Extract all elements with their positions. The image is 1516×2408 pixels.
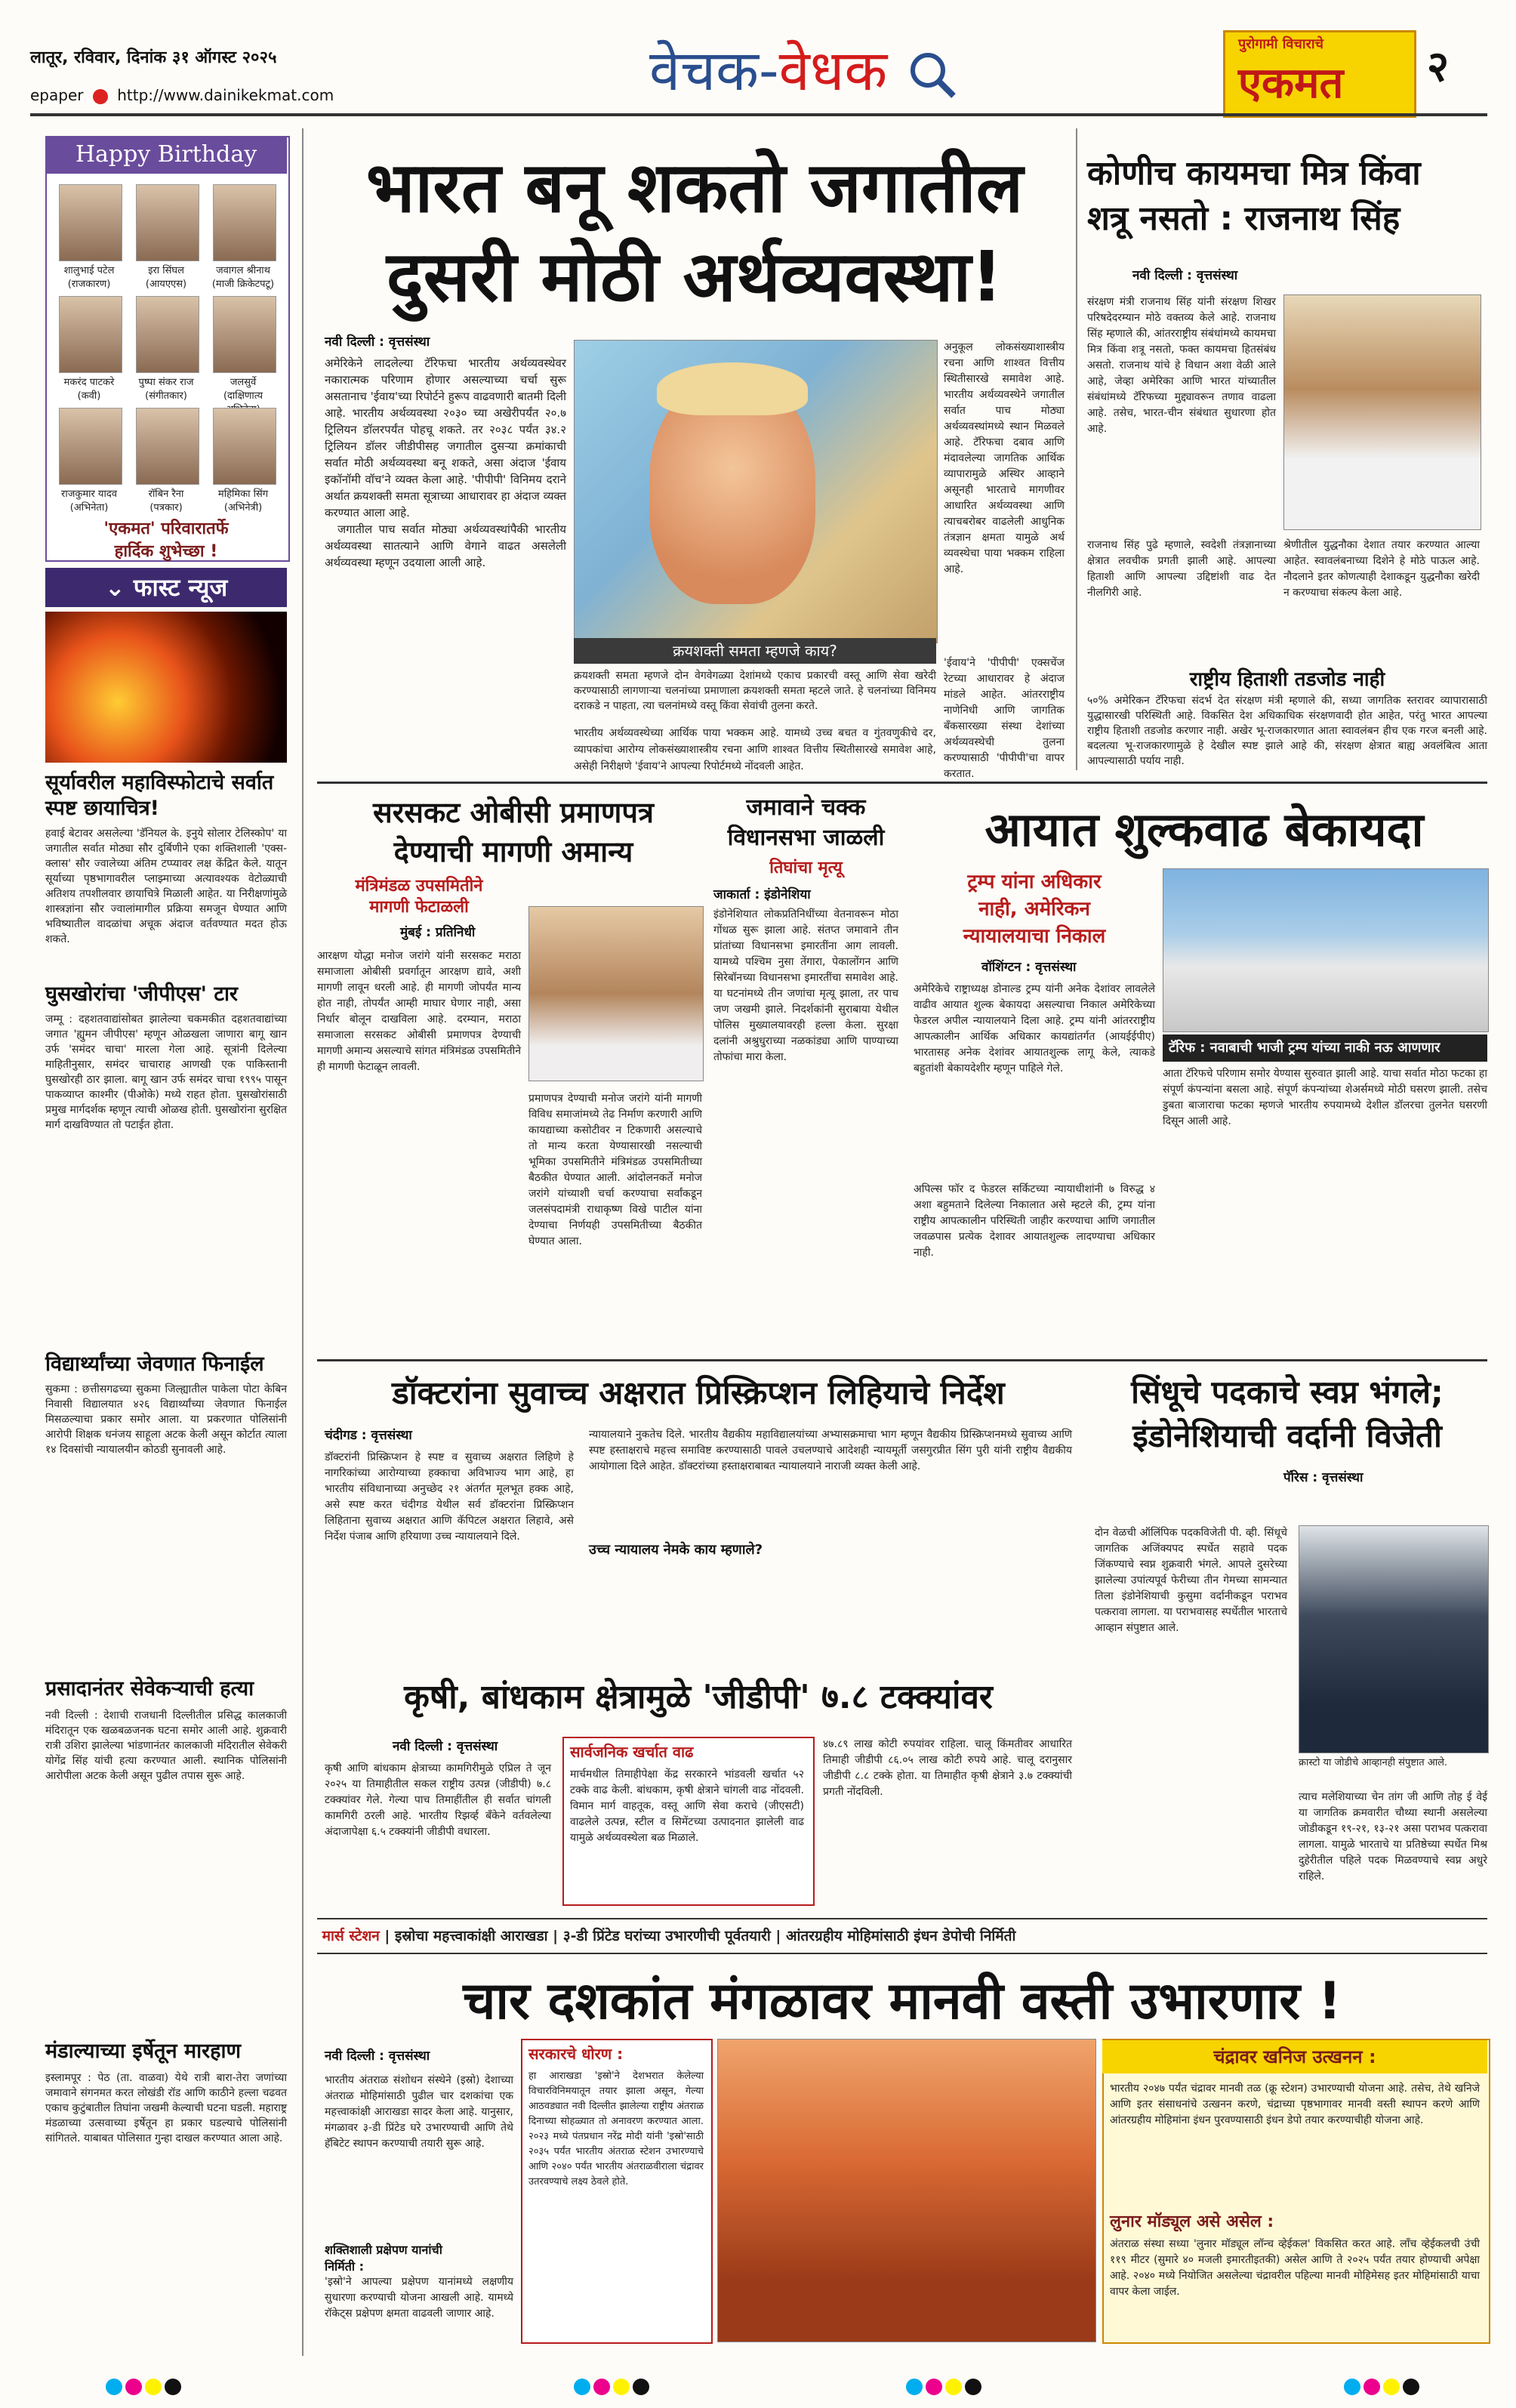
agri-box-title: सार्वजनिक खर्चात वाढ — [570, 1743, 694, 1761]
column-rule — [302, 128, 304, 2356]
website-link[interactable]: http://www.dainikekmat.com — [117, 86, 334, 104]
rajnath-byline: नवी दिल्ली : वृत्तसंस्था — [1132, 268, 1238, 283]
logo-name: एकमत — [1238, 58, 1344, 108]
registration-marks — [906, 2379, 984, 2398]
birthday-photo — [213, 296, 276, 373]
birthday-name: शालुभाई पटेल (राजकारण) — [63, 265, 115, 290]
lead-body-col4: 'ईवाय'ने 'पीपीपी' एक्सचेंज रेटच्या आधारावर हे अंदाज मांडले आहेत. आंतरराष्ट्रीय नाणेनिधी आणि जागतिक बँकसारख्या संस्था देशांच्या अर्थव्यवस्थेची तुलना करण्यासाठी 'पीपीपी'चा वापर करतात. — [944, 657, 1065, 780]
moon-body: भारतीय २०४७ पर्यंत चंद्रावर मानवी तळ (क्रू स्टेशन) उभारण्याची योजना आहे. तसेच, तेथे खनिजे आणि इतर संसाधनांचे उत्खनन करणे, चंद्राच्या पृष्ठभागावर मानवी वस्ती स्थापन करणे आणि आंतरग्रहीय मोहिमांना इंधन पुरवण्यासाठी इंधन डेपो तयार करण्याचीही योजना आहे. — [1110, 2083, 1480, 2126]
lunar-module-title: लुनार मॉड्यूल असे असेल : — [1110, 2212, 1274, 2231]
mars-policy-title: सरकारचे धोरण : — [528, 2045, 624, 2063]
registration-marks — [574, 2379, 652, 2398]
birthday-name: जवागल श्रीनाथ (माजी क्रिकेटपटू) — [211, 265, 275, 290]
birthday-photo — [59, 408, 122, 485]
jamawa-box — [713, 793, 898, 1065]
column-rule — [1076, 128, 1077, 770]
birthday-name: मकरंद पाटकरे (कवी) — [63, 377, 115, 402]
mars-headline: चार दशकांत मंगळावर मानवी वस्ती उभारणार ! — [463, 1972, 1342, 2031]
ppp-box-title: क्रयशक्ती समता म्हणजे काय? — [574, 638, 936, 664]
birthday-photo — [136, 408, 199, 485]
fadnavis-image — [528, 906, 704, 1081]
fast-news-body: सुकमा : छत्तीसगढच्या सुकमा जिल्ह्यातील पाकेला पोटा केबिन निवासी विद्यालयात ४२६ विद्यार्थ्यांच्या जेवणात फिनाईल मिसळल्याचा प्रकार समोर आला. या प्रकरणात पोलिसांनी आरोपी शिक्षक धनंजय साहूला अटक केली असून कोर्टात त्याला १४ दिवसांची न्यायालयीन कोठडी सुनावली आहे. — [45, 1383, 287, 1456]
mars-strip-text: इस्रोचा महत्त्वाकांक्षी आराखडा | ३-डी प्रिंटेड घरांच्या उभारणीची पूर्वतयारी | आंतरग्रहीय मोहिमांसाठी इंधन डेपोची निर्मिती — [394, 1928, 1016, 1944]
supreme-court-image — [1163, 868, 1489, 1032]
tariff-bar: टॅरिफ : नवाबाची भाजी ट्रम्प यांच्या नाकी नऊ आणणार — [1163, 1034, 1487, 1062]
cyan-dot — [906, 2379, 923, 2395]
magenta-dot — [125, 2379, 142, 2395]
obc-byline: मुंबई : प्रतिनिधी — [400, 925, 476, 940]
ayat-body-2: अपिल्स फॉर द फेडरल सर्किटच्या न्यायाधीशांनी ७ विरुद्ध ४ अशा बहुमताने दिलेल्या निकालात असे म्हटले की, ट्रम्प यांना राष्ट्रीय आपत्कालीन परिस्थिती जाहीर करण्याचा आणि जगातील जवळपास प्रत्येक देशावर आयातशुल्क लादण्याचा अधिकार नाही. — [914, 1183, 1155, 1259]
birthday-photo — [136, 296, 199, 373]
mars-habitat-image — [717, 2039, 1096, 2342]
doctor-body: डॉक्टरांनी प्रिस्क्रिप्शन हे स्पष्ट व सुवाच्य अक्षरात लिहिणे हे नागरिकांच्या आरोग्याच्या हक्काचा अविभाज्य भाग आहे, हा भारतीय संविधानाच्या अनुच्छेद २१ अंतर्गत मूलभूत हक्क आहे, असे स्पष्ट करत चंदीगड येथील सर्व डॉक्टरांना प्रिस्क्रिप्शन लिहिताना सुवाच्य अक्षरात आणि कॅपिटल अक्षरात लिहावे, असे निर्देश पंजाब आणि हरियाणा उच्च न्यायालयाने दिले. — [325, 1451, 574, 1543]
birthday-name: रॉबिन रैना (पत्रकार) — [148, 489, 184, 513]
ayat-byline: वॉशिंग्टन : वृत्तसंस्था — [981, 960, 1077, 975]
fast-news-headline: विद्यार्थ्यांच्या जेवणात फिनाईल — [45, 1352, 264, 1376]
rajnath-box-title: राष्ट्रीय हिताशी तडजोड नाही — [1189, 668, 1385, 691]
magnifier-icon — [905, 48, 958, 100]
agri-box-body: मार्चमधील तिमाहीपेक्षा केंद्र सरकारने भांडवली खर्चात ५२ टक्के वाढ केली. बांधकाम, कृषी क्षेत्राने चांगली वाढ नोंदवली. विमान मार्ग वाहतूक, वस्तू आणि सेवा कराचे (जीएसटी) वाढलेले उत्पन्न, स्टील व सिमेंटच्या उत्पादनात झालेली वाढ यामुळे अर्थव्यवस्थेला बळ मिळाले. — [570, 1768, 804, 1844]
fast-news-body: हवाई बेटावर असलेल्या 'डॅनियल के. इनुये सोलार टेलिस्कोप' या जगातील सर्वात मोठ्या सौर दुर्बिणीने एका शक्तिशाली 'एक्स-क्लास' सौर ज्वालेच्या अंतिम टप्प्यावर लक्ष केंद्रित केले. यातून सूर्याच्या पृष्ठभागावरील प्लाझ्माच्या अत्यावश्यक वेटोळ्याची अतिशय तपशीलवार छायाचित्रे मिळाली आहेत. या निरीक्षणांमुळे शास्त्रज्ञांना सौर ज्वालांमागील प्रक्रिया समजून घेण्यात आणि भविष्यातील वादळांचा अचूक अंदाज वर्तवण्यात मदत होऊ शकते. — [45, 828, 287, 945]
page-title — [649, 30, 958, 106]
agri-headline: कृषी, बांधकाम क्षेत्रामुळे 'जीडीपी' ७.८ टक्क्यांवर — [404, 1678, 993, 1716]
magenta-dot — [1363, 2379, 1380, 2395]
rajnath-body: संरक्षण मंत्री राजनाथ सिंह यांनी संरक्षण शिखर परिषदेदरम्यान मोठे वक्तव्य केले आहे. राजनाथ सिंह म्हणाले की, आंतरराष्ट्रीय संबंधांमध्ये कायमचा मित्र किंवा शत्रू नसतो, फक्त कायमचा हितसंबंध असतो. राजनाथ यांचे हे विधान अशा वेळी आले आहे, जेव्हा अमेरिका आणि भारत यांच्यातील संबंधांमध्ये टॅरिफच्या मुद्द्यावरून तणाव वाढला आहे. तसेच, भारत-चीन संबंधात सुधारणा होत आहे. — [1087, 296, 1276, 435]
mars-sub-body: 'इस्रो'ने आपल्या प्रक्षेपण यानांमध्ये लक्षणीय सुधारणा करण्याची योजना आखली आहे. यामध्ये रॉकेट्स प्रक्षेपण क्षमता वाढवली जाणार आहे. — [325, 2276, 513, 2320]
cyan-dot — [106, 2379, 122, 2395]
header-rule — [30, 113, 1487, 116]
obc-body-2: प्रमाणपत्र देण्याची मनोज जरांगे यांनी मागणी विविध समाजांमध्ये तेढ निर्माण करणारी आणि कायद्याच्या कसोटीवर न टिकणारी असल्याचे तो मान्य करता येण्यासारखी नसल्याची भूमिका उपसमितीने मंत्रिमंडळ उपसमितीच्या बैठकीत घेण्यात आली. आंदोलनकर्ते मनोज जरांगे यांच्याशी चर्चा करण्याचा सर्वांकडून जलसंपदामंत्री राधाकृष्ण विखे पाटील यांना देण्याचा निर्णयही उपसमितीच्या बैठकीत घेण्यात आला. — [528, 1093, 702, 1247]
agri-byline: नवी दिल्ली : वृत्तसंस्था — [393, 1739, 498, 1754]
birthday-photo — [136, 184, 199, 261]
rajnath-image — [1283, 294, 1481, 530]
lead-body: अमेरिकेने लादलेल्या टॅरिफचा भारतीय अर्थव्यवस्थेवर नकारात्मक परिणाम होणार असल्याच्या चर्चा सुरू असतानाच 'ईवाय'च्या रिपोर्टने हुरूप वाढवणारी बातमी दिली आहे. भारतीय अर्थव्यवस्था २०३० च्या अखेरीपर्यंत २०.७ ट्रिलियन डॉलरपर्यंत पोहचू शकते. तर २०३८ पर्यंत ३४.२ ट्रिलियन डॉलर जीडीपीसह जगातील दुसऱ्या क्रमांकाची सर्वात मोठी अर्थव्यवस्था बनू शकते, असा अंदाज 'ईवाय इकॉनॉमी वॉच'ने व्यक्त केला आहे. 'पीपीपी' विनिमय दराने अर्थात क्रयशक्ती समता सूत्राच्या आधारावर हा अंदाज व्यक्त करण्यात आला आहे. जगातील पाच सर्वात मोठ्या अर्थव्यवस्थांपैकी भारतीय अर्थव्यवस्था सातत्याने आणि वेगाने वाढत असलेली अर्थव्यवस्था म्हणून उदयाला आली आहे. — [325, 356, 566, 569]
sindhu-body: दोन वेळची ऑलिंपिक पदकविजेती पी. व्ही. सिंधूचे जागतिक अजिंक्यपद स्पर्धेत सहावे पदक जिंकण्याचे स्वप्न शुक्रवारी भंगले. आपले दुसरेच्या झालेल्या उपांत्यपूर्व फेरीच्या तीन गेमच्या सामन्यात तिला इंडोनेशियाची कुसुमा वर्दानीकडून पराभव पत्करावा लागला. या पराभवासह स्पर्धेतील भारताचे आव्हान संपुष्टात आले. — [1095, 1527, 1287, 1634]
solar-flare-image — [45, 612, 287, 763]
birthday-name: जलसुर्वे (दाक्षिणात्य — [223, 377, 263, 402]
fast-news-body: नवी दिल्ली : देशाची राजधानी दिल्लीतील प्रसिद्ध कालकाजी मंदिरातून एक खळबळजनक घटना समोर आली आहे. शुक्रवारी रात्री उशिरा झालेल्या भांडणानंतर कालकाजी मंदिरातील सेवेकरी योगेंद्र सिंह यांची हत्या करण्यात आली. स्थानिक पोलिसांनी आरोपीला अटक केली असून पुढील तपास सुरू आहे. — [45, 1710, 287, 1782]
ppp-box-text: क्रयशक्ती समता म्हणजे दोन वेगवेगळ्या देशांमध्ये एकाच प्रकारची वस्तू आणि सेवा खरेदी करण्यासाठी लागणाऱ्या चलनांच्या प्रमाणाला क्रयशक्ती समता म्हटले जाते. हे चलनांच्या विनिमय दराकडे न पाहता, त्या चलनांमध्ये वस्तू किंवा सेवांची तुलना करते. — [574, 670, 936, 712]
sindhu-headline: सिंधूचे पदकाचे स्वप्न भंगले; इंडोनेशियाची वर्दानी विजेती — [1131, 1374, 1444, 1454]
ayat-headline: आयात शुल्कवाढ बेकायदा — [984, 802, 1424, 857]
fast-news-body: जम्मू : दहशतवाद्यांसोबत झालेल्या चकमकीत दहशतवाद्यांच्या जगात 'ह्युमन जीपीएस' म्हणून ओळखला जाणारा बागू खान उर्फ 'समंदर चाचा' मारला गेला आहे. सूत्रांनी दिलेल्या माहितीनुसार, समंदर चाचाराह आणखी एक पाकिस्तानी घुसखोरही ठार झाला. बागू खान उर्फ समंदर चाचा १९९५ पासून पाकव्याप्त काश्मीर (पीओके) मध्ये राहत होता. घुसखोरांसाठी प्रमुख मार्गदर्शक म्हणून त्याची ओळख होती. घुसखोरांना सुरक्षित मार्ग दाखविण्यात तो पटाईत होता. — [45, 1013, 287, 1131]
obc-subhead: मंत्रिमंडळ उपसमितीने मागणी फेटाळली — [355, 877, 483, 917]
mars-subhead: शक्तिशाली प्रक्षेपण यानांची निर्मिती : — [325, 2243, 442, 2274]
birthday-title: Happy Birthday — [45, 136, 287, 174]
mars-strip: मार्स स्टेशन | इस्रोचा महत्त्वाकांक्षी आराखडा | ३-डी प्रिंटेड घरांच्या उभारणीची पूर्वतयारी | आंतरग्रहीय मोहिमांसाठी इंधन डेपोची निर्मिती — [317, 1918, 1487, 1954]
section-rule — [317, 1359, 1487, 1361]
fast-news-headline: सूर्यावरील महाविस्फोटाचे सर्वात स्पष्ट छायाचित्र! — [45, 771, 274, 820]
page-title-part1: वेचक- — [649, 39, 779, 103]
birthday-name: राजकुमार यादव (अभिनेता) — [61, 489, 117, 513]
page-title-part2: वेधक — [778, 39, 888, 103]
birthday-photo — [59, 184, 122, 261]
black-dot — [965, 2379, 981, 2395]
trump-hair — [657, 362, 808, 415]
fast-news-headline: घुसखोरांचा 'जीपीएस' टार — [45, 982, 238, 1006]
yellow-dot — [1383, 2379, 1400, 2395]
obc-headline: सरसकट ओबीसी प्रमाणपत्र देण्याची मागणी अमान्य — [373, 796, 654, 868]
fast-news-body: इस्लामपूर : पेठ (ता. वाळवा) येथे रात्री बारा-तेरा जणांच्या जमावाने संगनमत करत लोखंडी रॉड आणि काठीने हल्ला चढवत एकाच कुटुंबातील तिघांना जखमी केल्याची घटना घडली. महाराष्ट्र मंडळाच्या उत्सवाच्या इर्षेतून हा प्रकार घडल्याचे पोलिसांनी सांगितले. याबाबत पोलिसात गुन्हा दाखल करण्यात आला आहे. — [45, 2072, 287, 2144]
birthday-photo — [59, 296, 122, 373]
lead-body-col3: अनुकूल लोकसंख्याशास्त्रीय रचना आणि शाश्वत वित्तीय स्थितीसारखे समावेश आहे. भारतीय अर्थव्यवस्थेने जगातील सर्वात पाच मोठ्या अर्थव्यवस्थांमध्ये स्थान मिळवले आहे. टॅरिफचा दबाव आणि मंदावलेल्या जागतिक आर्थिक व्यापारामुळे अस्थिर आव्हाने असूनही भारताचे मागणीवर आधारित अर्थव्यवस्था आणि त्याचबरोबर वाढलेली आधुनिक तंत्रज्ञान क्षमता यामुळे अर्थ व्यवस्थेचा पाया भक्कम राहिला आहे. — [944, 341, 1065, 575]
doctor-body-2: न्यायालयाने नुकतेच दिले. भारतीय वैद्यकीय महाविद्यालयांच्या अभ्यासक्रमाचा भाग म्हणून वैद्यकीय प्रिस्क्रिप्शनमध्ये सुवाच्य आणि स्पष्ट हस्ताक्षराचे महत्त्व समाविष्ट करण्यासाठी पावले उचलण्याचे आदेशही न्यायमूर्ती जसगुरप्रीत सिंग पुरी यांनी राष्ट्रीय वैद्यकीय आयोगाला दिले आहेत. डॉक्टरांच्या हस्ताक्षराबाबत न्यायालयाने नाराजी व्यक्त केली आहे. — [589, 1429, 1072, 1472]
sindhu-image — [1299, 1525, 1489, 1753]
cyan-dot — [1344, 2379, 1360, 2395]
mars-byline: नवी दिल्ली : वृत्तसंस्था — [325, 2049, 430, 2064]
mars-policy-body: हा आराखडा 'इस्रो'ने देशभरात केलेल्या विचारविनिमयातून तयार झाला असून, गेल्या आठवड्यात नवी दिल्लीत झालेल्या राष्ट्रीय अंतराळ दिनाच्या सोहळ्यात तो अनावरण करण्यात आला. २०२३ मध्ये पंतप्रधान नरेंद्र मोदी यांनी 'इस्रो'साठी २०३५ पर्यंत भारतीय अंतराळ स्टेशन उभारण्याचे आणि २०४० पर्यंत भारतीय अंतराळवीराला चंद्रावर उतरवण्याचे लक्ष्य ठेवले होते. — [528, 2070, 704, 2188]
yellow-dot — [945, 2379, 962, 2395]
mars-body: भारतीय अंतराळ संशोधन संस्थेने (इस्रो) देशाच्या अंतराळ मोहिमांसाठी पुढील चार दशकांचा एक महत्त्वाकांक्षी आराखडा सादर केला आहे. यानुसार, मंगळावर ३-डी प्रिंटेड घरे उभारण्याची आणि तेथे हॅबिटेट स्थापन करण्याची तयारी सुरू आहे. — [325, 2074, 513, 2150]
sindhu-byline: पॅरिस : वृत्तसंस्था — [1283, 1470, 1363, 1485]
lead-body-cont: भारतीय अर्थव्यवस्थेच्या आर्थिक पाया भक्कम आहे. यामध्ये उच्च बचत व गुंतवणुकीचे दर, व्यापकांचा आरोग्य लोकसंख्याशास्त्रीय रचना आणि शाश्वत वित्तीय स्थितीसारखे समावेश आहे, असेही निरीक्षणे 'ईवाय'ने आपल्या रिपोर्टमध्ये नोंदवली आहेत. — [574, 727, 936, 772]
epaper-line — [30, 86, 334, 104]
cyan-dot — [574, 2379, 590, 2395]
birthday-name: इरा सिंघल (आयएएस) — [145, 265, 187, 290]
agri-body-2: ४७.८९ लाख कोटी रुपयांवर राहिला. चालू किंमतीवर आधारित तिमाही जीडीपी ८६.०५ लाख कोटी रुपये आहे. चालू दरानुसार जीडीपी ८.८ टक्के होता. या तिमाहीत कृषी क्षेत्राने ३.७ टक्क्यांची प्रगती नोंदविली. — [823, 1738, 1072, 1798]
mars-strip-label: मार्स स्टेशन — [322, 1928, 380, 1944]
black-dot — [165, 2379, 181, 2395]
magenta-dot — [926, 2379, 942, 2395]
birthday-message: 'एकमत' परिवारातर्फे हार्दिक शुभेच्छा ! — [103, 520, 229, 561]
tariff-text: आता टॅरिफचे परिणाम समोर येण्यास सुरुवात झाली आहे. याचा सर्वात मोठा फटका हा संपूर्ण कंपन्यांना बसला आहे. संपूर्ण कंपन्यांच्या शेअर्समध्ये मोठी घसरण झाली. तसेच डुबता बाजाराचा फटका म्हणजे भारतीय रुपयामध्ये देशील डॉलरचा तुलनेत घसरणी दिसून आली आहे. — [1163, 1068, 1487, 1127]
birthday-photo — [213, 408, 276, 485]
birthday-name: पुष्पा संकर राज (संगीतकार) — [138, 377, 194, 402]
birthday-photo — [213, 184, 276, 261]
fast-news-title: ⌄ फास्ट न्यूज — [45, 568, 287, 607]
lead-byline: नवी दिल्ली : वृत्तसंस्था — [325, 335, 430, 350]
rajnath-body-2: राजनाथ सिंह पुढे म्हणाले, स्वदेशी तंत्रज्ञानाच्या क्षेत्रात लवचीक प्रगती झाली आहे. आपल्या हिताशी आणि आपल्या उद्दिष्टांशी वाढ देत नीलगिरी आहे. — [1087, 539, 1276, 599]
moon-box-title: चंद्रावर खनिज उत्खनन : — [1102, 2040, 1487, 2073]
doctor-box-title: उच्च न्यायालय नेमके काय म्हणाले? — [589, 1542, 763, 1558]
black-dot — [633, 2379, 649, 2395]
sindhu-img-note: क्रास्टो या जोडीचे आव्हानही संपुष्टात आले. — [1299, 1757, 1448, 1768]
lead-headline: भारत बनू शकतो जगातील दुसरी मोठी अर्थव्यवस्था! — [365, 147, 1024, 317]
jamawa-byline: जाकार्ता : इंडोनेशिया — [713, 887, 811, 902]
ayat-body: अमेरिकेचे राष्ट्राध्यक्ष डोनाल्ड ट्रम्प यांनी अनेक देशांवर लावलेले वाढीव आयात शुल्क बेकायदा असल्याचा निकाल अमेरिकेच्या फेडरल अपील न्यायालयाने दिला आहे. ट्रम्प यांनी आंतरराष्ट्रीय आपत्कालीन आर्थिक अधिकार कायद्यांतर्गत (आयईईपीए) भारतासह अनेक देशांवर आयातशुल्क लागू केले, त्याकडे बहुतांशी बेकायदेशीर म्हणून पाहिले गेले. — [914, 983, 1155, 1075]
epaper-label: epaper — [30, 86, 84, 104]
globe-icon — [93, 89, 108, 104]
yellow-dot — [613, 2379, 630, 2395]
jamawa-body: इंडोनेशियात लोकप्रतिनिधींच्या वेतनावरून मोठा गोंधळ सुरू झाला आहे. संतप्त जमावाने तीन प्रांतांच्या विधानसभा इमारतींना आग लावली. यामध्ये पश्चिम नुसा तेंगारा, पेकालोंगन आणि सिरेबॉनच्या विधानसभा इमारतींचा समावेश आहे. या घटनांमध्ये तीन जणांचा मृत्यू झाला, तर पाच जण जखमी झाले. निदर्शकांनी सुराबाया येथील पोलिस मुख्यालयावरही हल्ला केला. सुरक्षा दलांनी अश्रुधुराच्या नळकांड्या आणि पाण्याच्या तोफांचा मारा केला. — [713, 908, 898, 1063]
obc-body: आरक्षण योद्धा मनोज जरांगे यांनी सरसकट मराठा समाजाला ओबीसी प्रवर्गातून आरक्षण द्यावे, अशी मागणी लावून धरली आहे. ही मागणी जोपर्यंत मान्य होत नाही, तोपर्यंत आम्ही माघार घेणार नाही, असा निर्धार बोलून दाखविला आहे. दरम्यान, मराठा समाजाला सरसकट ओबीसी प्रमाणपत्र देण्याची मागणी अमान्य असल्याचे सांगत मंत्रिमंडळ उपसमितीने ही मागणी फेटाळून लावली. — [317, 950, 521, 1073]
chevron-down-icon: ⌄ — [104, 573, 134, 602]
section-rule — [317, 782, 1487, 784]
fast-news-headline: मंडाल्याच्या इर्षेतून मारहाण — [45, 2040, 241, 2063]
lunar-module-body: अंतराळ संस्था सध्या 'लुनार मॉड्यूल लॉन्च व्हेईकल' विकसित करत आहे. लॉंच व्हेईकलची उंची ११९ मीटर (सुमारे ४० मजली इमारतीइतकी) असेल आणि ते २०२५ पर्यंत तयार होण्याची अपेक्षा आहे. २०४० मध्ये नियोजित असलेल्या चंद्रावरील पहिल्या मानवी मोहिमेसह इतर मोहिमांसाठी याचा वापर केला जाईल. — [1110, 2238, 1480, 2298]
registration-marks — [106, 2379, 184, 2398]
jamawa-headline: जमावाने चक्क विधानसभा जाळली — [727, 794, 885, 851]
doctor-headline: डॉक्टरांना सुवाच्च अक्षरात प्रिस्क्रिप्शन लिहियाचे निर्देश — [392, 1374, 1005, 1411]
registration-marks — [1344, 2379, 1422, 2398]
jamawa-subhead: तिघांचा मृत्यू — [769, 859, 843, 877]
page-number: २ — [1427, 42, 1450, 91]
doctor-byline: चंदीगड : वृत्तसंस्था — [325, 1428, 412, 1443]
agri-body: कृषी आणि बांधकाम क्षेत्राच्या कामगिरीमुळे एप्रिल ते जून २०२५ या तिमाहीतील सकल राष्ट्रीय उत्पन्न (जीडीपी) ७.८ टक्क्यांवर गेले. गेल्या पाच तिमाहींतील ही सर्वात चांगली कामगिरी ठरली आहे. भारतीय रिझर्व्ह बँकेने वर्तवलेल्या अंदाजापेक्षा ६.५ टक्क्यांनी जीडीपी वधारला. — [325, 1762, 551, 1838]
black-dot — [1403, 2379, 1419, 2395]
rajnath-headline: कोणीच कायमचा मित्र किंवा शत्रू नसतो : राजनाथ सिंह — [1087, 154, 1421, 238]
date-line: लातूर, रविवार, दिनांक ३१ ऑगस्ट २०२५ — [30, 48, 277, 67]
logo-tagline: पुरोगामी विचाराचे — [1238, 36, 1323, 52]
ayat-subhead: ट्रम्प यांना अधिकार नाही, अमेरिकन न्यायालयाचा निकाल — [963, 871, 1106, 948]
fast-news-headline: प्रसादानंतर सेवेकऱ्याची हत्या — [45, 1677, 254, 1700]
rajnath-box-body: ५०% अमेरिकन टॅरिफचा संदर्भ देत संरक्षण मंत्री म्हणाले की, सध्या जागतिक स्तरावर व्यापारासाठी युद्धासारखी परिस्थिती आहे. विकसित देश अधिकाधिक संरक्षणवादी होत आहेत, परंतु भारत आपल्या राष्ट्रीय हिताशी तडजोड करणार नाही. अखेर भू-राजकारणात आता स्वावलंबन हीच एक गरज बनली आहे. बदलत्या भू-राजकारणामुळे हे देखील स्पष्ट झाले आहे की, संरक्षण क्षेत्रात बाह्य अवलंबित्व आता आपल्यासाठी पर्याय नाही. — [1087, 695, 1487, 767]
magenta-dot — [593, 2379, 610, 2395]
rajnath-body-3: श्रेणीतील युद्धनौका देशात तयार करण्यात आल्या आहेत. स्वावलंबनाच्या दिशेने हे मोठे पाऊल आहे. नौदलाने इतर कोणत्याही देशाकडून युद्धनौका खरेदी न करण्याचा संकल्प केला आहे. — [1283, 539, 1480, 599]
birthday-name: महिमिका सिंग (अभिनेत्री) — [217, 489, 269, 513]
yellow-dot — [145, 2379, 162, 2395]
sindhu-body-2: त्याच मलेशियाच्या चेन तांग जी आणि तोह ई वेई या जागतिक क्रमवारीत चौथ्या स्थानी असलेल्या जोडीकडून १९-२१, १३-२१ असा पराभव पत्करावा लागला. यामुळे भारताचे या प्रतिष्ठेच्या स्पर्धेत मिश्र दुहेरीतील पहिले पदक मिळवण्याचे स्वप्न अधुरे राहिले. — [1299, 1791, 1487, 1882]
